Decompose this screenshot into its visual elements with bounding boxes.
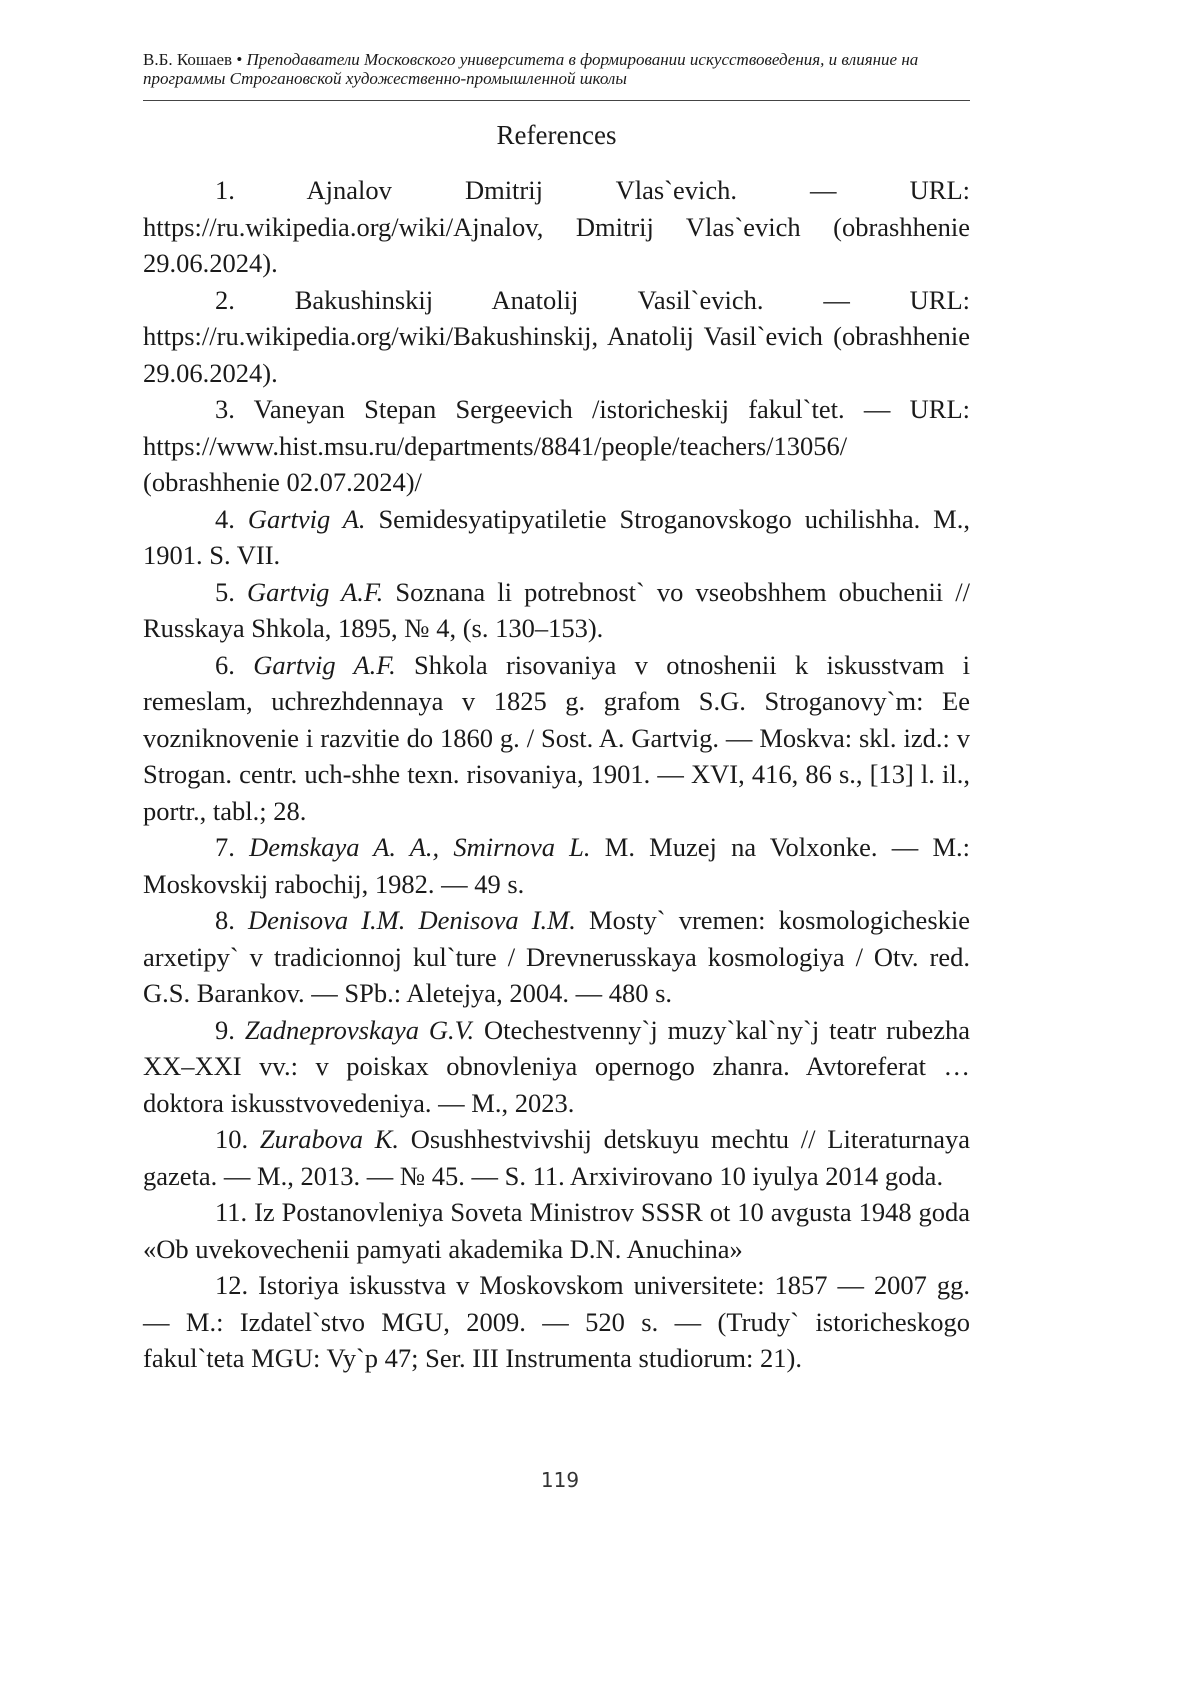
section-title: References <box>143 120 970 151</box>
page-number: 119 <box>0 1468 1120 1492</box>
reference-author: Denisova I.M. Denisova I.M. <box>248 905 576 935</box>
reference-text: Semidesyatipyatiletie Stroganovskogo uchilishha. M., 1901. S. VII. <box>143 504 970 571</box>
reference-number: 3. <box>215 394 235 424</box>
header-article-title: Преподаватели Московского университета в формировании искусствоведения, и влияние на программы Строгановской художественно-промышленной школы <box>143 50 918 88</box>
reference-number: 5. <box>215 577 235 607</box>
reference-item <box>143 172 970 282</box>
reference-author: Demskaya A. A., Smirnova L. <box>249 832 590 862</box>
reference-item <box>143 282 970 392</box>
reference-number: 4. <box>215 504 235 534</box>
reference-number: 1. <box>215 175 235 205</box>
reference-item <box>143 647 970 830</box>
reference-number: 9. <box>215 1015 235 1045</box>
reference-text: Otechestvenny`j muzy`kal`ny`j teatr rubezha XX–XXI vv.: v poiskax obnovleniya opernogo zhanra. Avtoreferat … doktora iskusstvovedeniya. — M., 2023. <box>143 1015 970 1118</box>
reference-item <box>143 501 970 574</box>
reference-item <box>143 1267 970 1377</box>
reference-item <box>143 1012 970 1122</box>
reference-number: 2. <box>215 285 235 315</box>
header-author: В.Б. Кошаев <box>143 50 232 69</box>
reference-list <box>143 172 970 1377</box>
reference-author: Gartvig A. <box>248 504 366 534</box>
reference-author: Zurabova K. <box>260 1124 399 1154</box>
reference-item <box>143 391 970 501</box>
reference-text: Istoriya iskusstva v Moskovskom universitete: 1857 — 2007 gg. — M.: Izdatel`stvo MGU, 2009. — 520 s. — (Trudy` istoricheskogo fakul`teta MGU: Vy`p 47; Ser. III Instrumenta studiorum: 21). <box>143 1270 970 1373</box>
running-header <box>143 50 970 101</box>
reference-number: 10. <box>215 1124 248 1154</box>
reference-text: Mosty` vremen: kosmologicheskie arxetipy` v tradicionnoj kul`ture / Drevnerusskaya kosmologiya / Otv. red. G.S. Barankov. — SPb.: Aletejya, 2004. — 480 s. <box>143 905 970 1008</box>
reference-text: M. Muzej na Volxonke. — M.: Moskovskij rabochij, 1982. — 49 s. <box>143 832 970 899</box>
reference-item <box>143 902 970 1012</box>
reference-number: 8. <box>215 905 235 935</box>
reference-author: Gartvig A.F. <box>253 650 396 680</box>
reference-text: Shkola risovaniya v otnoshenii k iskusstvam i remeslam, uchrezhdennaya v 1825 g. grafom S.G. Stroganovy`m: Ee vozniknovenie i razvitie do 1860 g. / Sost. A. Gartvig. — Moskva: skl. izd.: v Strogan. centr. uch-shhe texn. risovaniya, 1901. — XVI, 416, 86 s., [13] l. il., portr., tabl.; 28. <box>143 650 970 826</box>
reference-author: Zadneprovskaya G.V. <box>245 1015 474 1045</box>
reference-text: Ajnalov Dmitrij Vlas`evich. — URL: https://ru.wikipedia.org/wiki/Ajnalov, Dmitrij Vlas`evich (obrashhenie 29.06.2024). <box>143 175 970 278</box>
reference-item <box>143 574 970 647</box>
reference-item <box>143 1194 970 1267</box>
reference-text: Soznana li potrebnost` vo vseobshhem obuchenii // Russkaya Shkola, 1895, № 4, (s. 130–153). <box>143 577 970 644</box>
reference-number: 11. <box>215 1197 247 1227</box>
reference-item <box>143 829 970 902</box>
reference-item <box>143 1121 970 1194</box>
reference-text: Vaneyan Stepan Sergeevich /istoricheskij fakul`tet. — URL: https://www.hist.msu.ru/departments/8841/people/teachers/13056/ (obrashhenie 02.07.2024)/ <box>143 394 970 497</box>
reference-author: Gartvig A.F. <box>247 577 383 607</box>
header-separator: • <box>236 50 242 69</box>
reference-text: Osushhestvivshij detskuyu mechtu // Literaturnaya gazeta. — M., 2013. — № 45. — S. 11. Arxivirovano 10 iyulya 2014 goda. <box>143 1124 970 1191</box>
reference-number: 7. <box>215 832 235 862</box>
reference-text: Iz Postanovleniya Soveta Ministrov SSSR ot 10 avgusta 1948 goda «Ob uvekovechenii pamyati akademika D.N. Anuchina» <box>143 1197 970 1264</box>
reference-number: 6. <box>215 650 235 680</box>
reference-text: Bakushinskij Anatolij Vasil`evich. — URL: https://ru.wikipedia.org/wiki/Bakushinskij, Anatolij Vasil`evich (obrashhenie 29.06.2024). <box>143 285 970 388</box>
reference-number: 12. <box>215 1270 248 1300</box>
